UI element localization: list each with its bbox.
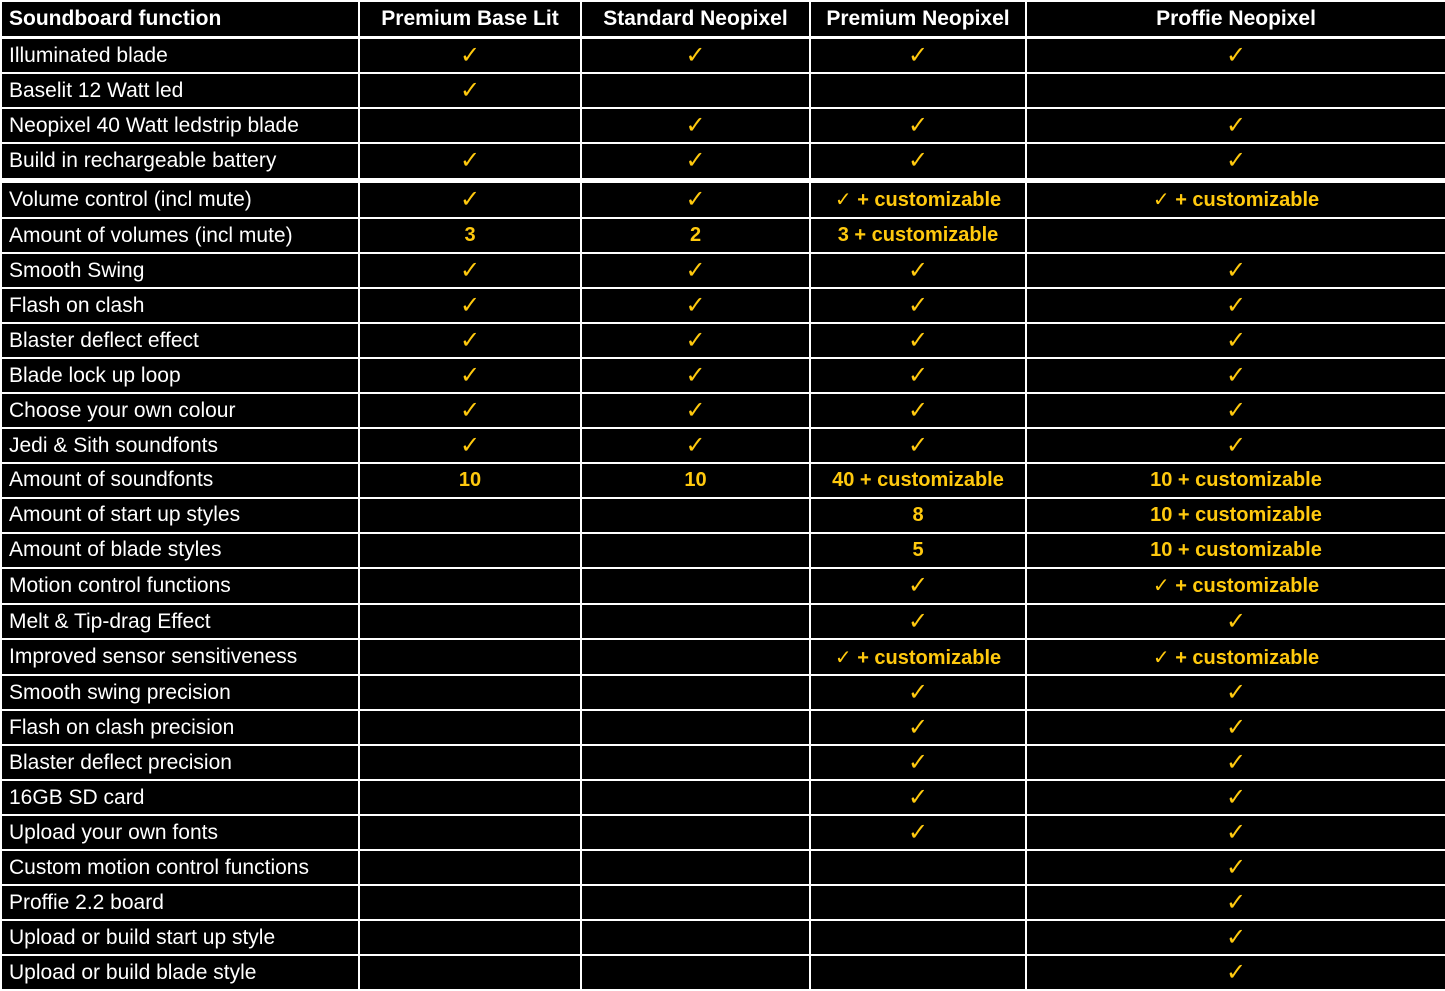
check-icon: ✓ bbox=[1026, 108, 1445, 143]
empty-cell bbox=[810, 73, 1026, 108]
value-cell: 10 bbox=[581, 463, 810, 498]
table-row bbox=[1, 604, 1445, 639]
check-icon: ✓ bbox=[581, 358, 810, 393]
feature-label: Amount of soundfonts bbox=[1, 463, 359, 498]
table-row bbox=[1, 218, 1445, 253]
empty-cell bbox=[359, 780, 581, 815]
feature-label: Blade lock up loop bbox=[1, 358, 359, 393]
value-cell: ✓ + customizable bbox=[810, 180, 1026, 218]
check-icon: ✓ bbox=[359, 253, 581, 288]
table-row bbox=[1, 38, 1445, 74]
check-icon: ✓ bbox=[1026, 604, 1445, 639]
empty-cell bbox=[359, 710, 581, 745]
table-row bbox=[1, 393, 1445, 428]
value-cell: 40 + customizable bbox=[810, 463, 1026, 498]
value-cell: 3 + customizable bbox=[810, 218, 1026, 253]
check-icon: ✓ bbox=[581, 253, 810, 288]
value-cell: ✓ + customizable bbox=[810, 639, 1026, 675]
table-row bbox=[1, 323, 1445, 358]
value-cell: 8 bbox=[810, 498, 1026, 533]
table-row bbox=[1, 675, 1445, 710]
feature-label: Proffie 2.2 board bbox=[1, 885, 359, 920]
feature-label: Smooth Swing bbox=[1, 253, 359, 288]
feature-label: Blaster deflect effect bbox=[1, 323, 359, 358]
feature-label: Jedi & Sith soundfonts bbox=[1, 428, 359, 463]
check-icon: ✓ bbox=[1026, 428, 1445, 463]
check-icon: ✓ bbox=[581, 108, 810, 143]
table-row bbox=[1, 710, 1445, 745]
check-icon: ✓ bbox=[810, 393, 1026, 428]
table-row bbox=[1, 253, 1445, 288]
check-icon: ✓ bbox=[1026, 675, 1445, 710]
table-row bbox=[1, 568, 1445, 604]
table-row bbox=[1, 428, 1445, 463]
table-row bbox=[1, 639, 1445, 675]
feature-column-header: Soundboard function bbox=[1, 1, 359, 38]
empty-cell bbox=[581, 780, 810, 815]
check-icon: ✓ bbox=[581, 393, 810, 428]
check-icon: ✓ bbox=[1026, 393, 1445, 428]
empty-cell bbox=[810, 920, 1026, 955]
product-column-header: Premium Neopixel bbox=[810, 1, 1026, 38]
empty-cell bbox=[581, 745, 810, 780]
empty-cell bbox=[359, 955, 581, 990]
check-icon: ✓ bbox=[581, 38, 810, 74]
check-icon: ✓ bbox=[1026, 323, 1445, 358]
check-icon: ✓ bbox=[359, 428, 581, 463]
check-icon: ✓ bbox=[359, 143, 581, 180]
empty-cell bbox=[581, 850, 810, 885]
check-icon: ✓ bbox=[810, 323, 1026, 358]
check-icon: ✓ bbox=[359, 393, 581, 428]
check-icon: ✓ bbox=[810, 108, 1026, 143]
check-icon: ✓ bbox=[1026, 885, 1445, 920]
check-icon: ✓ bbox=[810, 815, 1026, 850]
empty-cell bbox=[581, 675, 810, 710]
check-icon: ✓ bbox=[1026, 815, 1445, 850]
table-row bbox=[1, 108, 1445, 143]
check-icon: ✓ bbox=[359, 73, 581, 108]
empty-cell bbox=[581, 498, 810, 533]
check-icon: ✓ bbox=[1026, 253, 1445, 288]
feature-label: Upload or build start up style bbox=[1, 920, 359, 955]
empty-cell bbox=[810, 885, 1026, 920]
empty-cell bbox=[581, 533, 810, 568]
check-icon: ✓ bbox=[1026, 745, 1445, 780]
feature-label: Amount of blade styles bbox=[1, 533, 359, 568]
check-icon: ✓ bbox=[1026, 358, 1445, 393]
feature-label: Smooth swing precision bbox=[1, 675, 359, 710]
value-cell: 10 + customizable bbox=[1026, 463, 1445, 498]
table-row bbox=[1, 745, 1445, 780]
check-icon: ✓ bbox=[359, 180, 581, 218]
check-icon: ✓ bbox=[359, 358, 581, 393]
check-icon: ✓ bbox=[810, 710, 1026, 745]
table-row bbox=[1, 143, 1445, 180]
table-row bbox=[1, 463, 1445, 498]
table-row bbox=[1, 815, 1445, 850]
feature-label: Volume control (incl mute) bbox=[1, 180, 359, 218]
feature-label: 16GB SD card bbox=[1, 780, 359, 815]
check-icon: ✓ bbox=[810, 780, 1026, 815]
feature-label: Amount of start up styles bbox=[1, 498, 359, 533]
feature-label: Melt & Tip-drag Effect bbox=[1, 604, 359, 639]
check-icon: ✓ bbox=[1026, 288, 1445, 323]
empty-cell bbox=[359, 675, 581, 710]
empty-cell bbox=[359, 745, 581, 780]
check-icon: ✓ bbox=[1026, 38, 1445, 74]
value-cell: 10 + customizable bbox=[1026, 533, 1445, 568]
check-icon: ✓ bbox=[810, 358, 1026, 393]
header-row bbox=[1, 1, 1445, 38]
check-icon: ✓ bbox=[810, 745, 1026, 780]
empty-cell bbox=[359, 850, 581, 885]
feature-label: Flash on clash bbox=[1, 288, 359, 323]
feature-label: Baselit 12 Watt led bbox=[1, 73, 359, 108]
check-icon: ✓ bbox=[1026, 143, 1445, 180]
value-cell: 2 bbox=[581, 218, 810, 253]
check-icon: ✓ bbox=[810, 428, 1026, 463]
check-icon: ✓ bbox=[810, 675, 1026, 710]
feature-label: Upload or build blade style bbox=[1, 955, 359, 990]
value-cell: ✓ + customizable bbox=[1026, 639, 1445, 675]
empty-cell bbox=[581, 815, 810, 850]
empty-cell bbox=[359, 604, 581, 639]
value-cell: 5 bbox=[810, 533, 1026, 568]
check-icon: ✓ bbox=[581, 428, 810, 463]
check-icon: ✓ bbox=[359, 288, 581, 323]
empty-cell bbox=[810, 955, 1026, 990]
empty-cell bbox=[359, 498, 581, 533]
feature-label: Improved sensor sensitiveness bbox=[1, 639, 359, 675]
empty-cell bbox=[359, 568, 581, 604]
check-icon: ✓ bbox=[1026, 850, 1445, 885]
table-row bbox=[1, 850, 1445, 885]
table-row bbox=[1, 780, 1445, 815]
value-cell: 3 bbox=[359, 218, 581, 253]
product-column-header: Standard Neopixel bbox=[581, 1, 810, 38]
table-row bbox=[1, 955, 1445, 990]
feature-label: Choose your own colour bbox=[1, 393, 359, 428]
table-row bbox=[1, 180, 1445, 218]
check-icon: ✓ bbox=[810, 143, 1026, 180]
check-icon: ✓ bbox=[581, 143, 810, 180]
value-cell: 10 + customizable bbox=[1026, 498, 1445, 533]
feature-label: Custom motion control functions bbox=[1, 850, 359, 885]
empty-cell bbox=[359, 815, 581, 850]
feature-label: Build in rechargeable battery bbox=[1, 143, 359, 180]
empty-cell bbox=[581, 955, 810, 990]
empty-cell bbox=[581, 604, 810, 639]
check-icon: ✓ bbox=[810, 38, 1026, 74]
table-row bbox=[1, 498, 1445, 533]
check-icon: ✓ bbox=[581, 180, 810, 218]
product-column-header: Proffie Neopixel bbox=[1026, 1, 1445, 38]
check-icon: ✓ bbox=[1026, 710, 1445, 745]
empty-cell bbox=[581, 568, 810, 604]
check-icon: ✓ bbox=[581, 288, 810, 323]
empty-cell bbox=[359, 920, 581, 955]
empty-cell bbox=[581, 920, 810, 955]
feature-label: Illuminated blade bbox=[1, 38, 359, 74]
feature-label: Neopixel 40 Watt ledstrip blade bbox=[1, 108, 359, 143]
check-icon: ✓ bbox=[1026, 780, 1445, 815]
empty-cell bbox=[810, 850, 1026, 885]
check-icon: ✓ bbox=[1026, 955, 1445, 990]
empty-cell bbox=[581, 885, 810, 920]
table-row bbox=[1, 288, 1445, 323]
empty-cell bbox=[359, 533, 581, 568]
table-row bbox=[1, 73, 1445, 108]
empty-cell bbox=[359, 639, 581, 675]
feature-label: Motion control functions bbox=[1, 568, 359, 604]
feature-label: Flash on clash precision bbox=[1, 710, 359, 745]
check-icon: ✓ bbox=[810, 288, 1026, 323]
table-row bbox=[1, 533, 1445, 568]
empty-cell bbox=[581, 73, 810, 108]
check-icon: ✓ bbox=[1026, 920, 1445, 955]
empty-cell bbox=[581, 639, 810, 675]
check-icon: ✓ bbox=[581, 323, 810, 358]
feature-label: Blaster deflect precision bbox=[1, 745, 359, 780]
feature-label: Amount of volumes (incl mute) bbox=[1, 218, 359, 253]
empty-cell bbox=[581, 710, 810, 745]
table-row bbox=[1, 885, 1445, 920]
check-icon: ✓ bbox=[810, 253, 1026, 288]
product-column-header: Premium Base Lit bbox=[359, 1, 581, 38]
value-cell: ✓ + customizable bbox=[1026, 180, 1445, 218]
check-icon: ✓ bbox=[810, 568, 1026, 604]
table-row bbox=[1, 920, 1445, 955]
empty-cell bbox=[1026, 218, 1445, 253]
table-row bbox=[1, 358, 1445, 393]
empty-cell bbox=[359, 108, 581, 143]
value-cell: ✓ + customizable bbox=[1026, 568, 1445, 604]
feature-label: Upload your own fonts bbox=[1, 815, 359, 850]
empty-cell bbox=[1026, 73, 1445, 108]
check-icon: ✓ bbox=[810, 604, 1026, 639]
empty-cell bbox=[359, 885, 581, 920]
check-icon: ✓ bbox=[359, 323, 581, 358]
check-icon: ✓ bbox=[359, 38, 581, 74]
value-cell: 10 bbox=[359, 463, 581, 498]
